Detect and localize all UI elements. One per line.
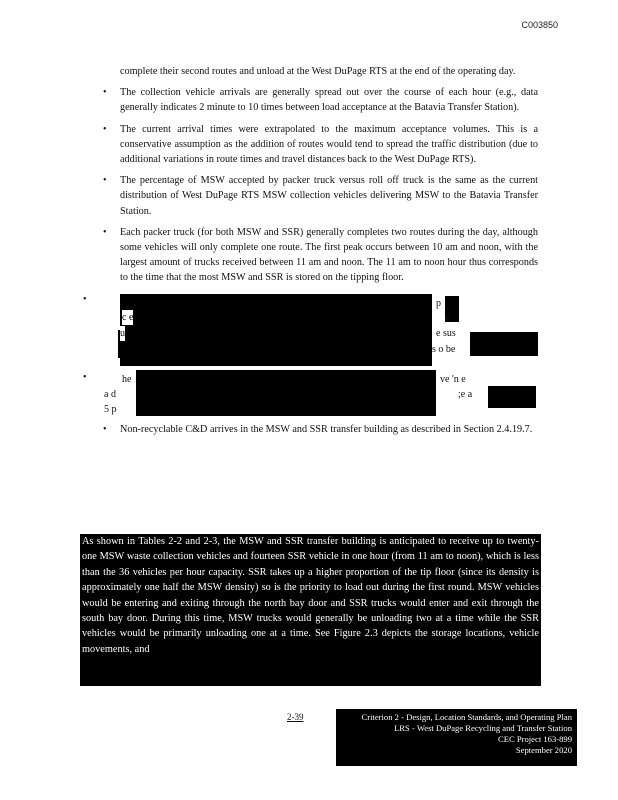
bullet-continuation: complete their second routes and unload at the West DuPage RTS at the end of the operating day. [120,66,516,77]
bullet-text: Non-recyclable C&D arrives in the MSW and SSR transfer building as described in Section 2.4.19.7. [120,423,533,435]
redacted-fragment: p [436,297,441,309]
bullet-dot-icon: • [103,226,107,238]
page-number: 2-39 [287,712,304,722]
bullet-text: The collection vehicle arrivals are generally spread out over the course of each hour (e.g., data generally indicates 2 minute to 10 times between load acceptance at the Batavia Transfer Station). [120,87,538,114]
redacted-fragment: u [120,326,125,341]
redacted-bullet [83,370,538,416]
footer-block [336,709,577,766]
redacted-fragment: ;e a [458,388,473,400]
highlighted-paragraph: As shown in Tables 2-2 and 2-3, the MSW and SSR transfer building is anticipated to receive up to twenty-one MSW waste collection vehicles and fourteen SSR vehicle in one hour (from 11 am to noon), which is less than the 36 vehicles per hour capacity. SSR takes up a higher proportion of the tip floor (since its density is approximately one half the MSW density) so is the priority to load out during the first round. MSW vehicles would be entering and exiting through the north bay door and SSR trucks would enter and exit through the south bay door. During this time, MSW trucks would generally be unloading two at a time while the SSR vehicles would be primarily unloading one at a time. See Figure 2.3 depicts the storage locations, vehicle movements, and [80,534,541,686]
redacted-fragment: s o be [432,343,456,355]
bullet-item [103,225,538,286]
bullet-dot-icon: • [83,293,87,305]
redacted-fragment: 5 p [104,403,117,415]
bullet-text: The percentage of MSW accepted by packer truck versus roll off truck is the same as the current distribution of West DuPage RTS MSW collection vehicles delivering MSW to the Batavia Transfer Station. [120,175,538,217]
redacted-fragment: he [122,373,132,385]
bullet-dot-icon: • [83,371,87,383]
redacted-fragment: ve 'n e [440,373,466,385]
bullet-item [103,422,538,437]
footer-line: LRS - West DuPage Recycling and Transfer Station [394,723,572,733]
bullet-item [103,85,538,115]
redaction-bar [120,294,432,366]
redacted-bullet [83,292,538,366]
bullet-item [103,173,538,219]
footer-line: Criterion 2 - Design, Location Standards, and Operating Plan [361,712,572,722]
bullet-item [103,122,538,168]
bullet-dot-icon: • [103,175,107,187]
bullet-text: Each packer truck (for both MSW and SSR) generally completes two routes during the day, although some vehicles will only complete one route. The first peak occurs between 10 am and noon, with the largest amount of trucks received between 11 am and noon. The 11 am to noon hour thus corresponds to the time that the most MSW and SSR is stored on the tipping floor. [120,226,538,284]
bullet-text: The current arrival times were extrapolated to the maximum acceptance volumes. This is a conservative assumption as the addition of routes would tend to spread the traffic distribution (due to additional variations in route times and travel distances back to the West DuPage RTS). [120,123,538,166]
redacted-fragment: a d [104,388,116,400]
redacted-fragment: e [445,311,450,323]
redaction-bar [488,386,536,408]
bullet-list [83,64,538,437]
redacted-fragment: c e [122,310,133,325]
document-id: C003850 [521,20,558,30]
footer-line: September 2020 [515,745,572,755]
footer-line: CEC Project 163-899 [498,734,572,744]
bullet-dot-icon: • [103,423,107,435]
redaction-bar [470,332,538,356]
redaction-bar [136,370,436,416]
bullet-dot-icon: • [103,87,107,99]
bullet-dot-icon: • [103,123,107,135]
redacted-fragment: e sus [436,327,456,339]
